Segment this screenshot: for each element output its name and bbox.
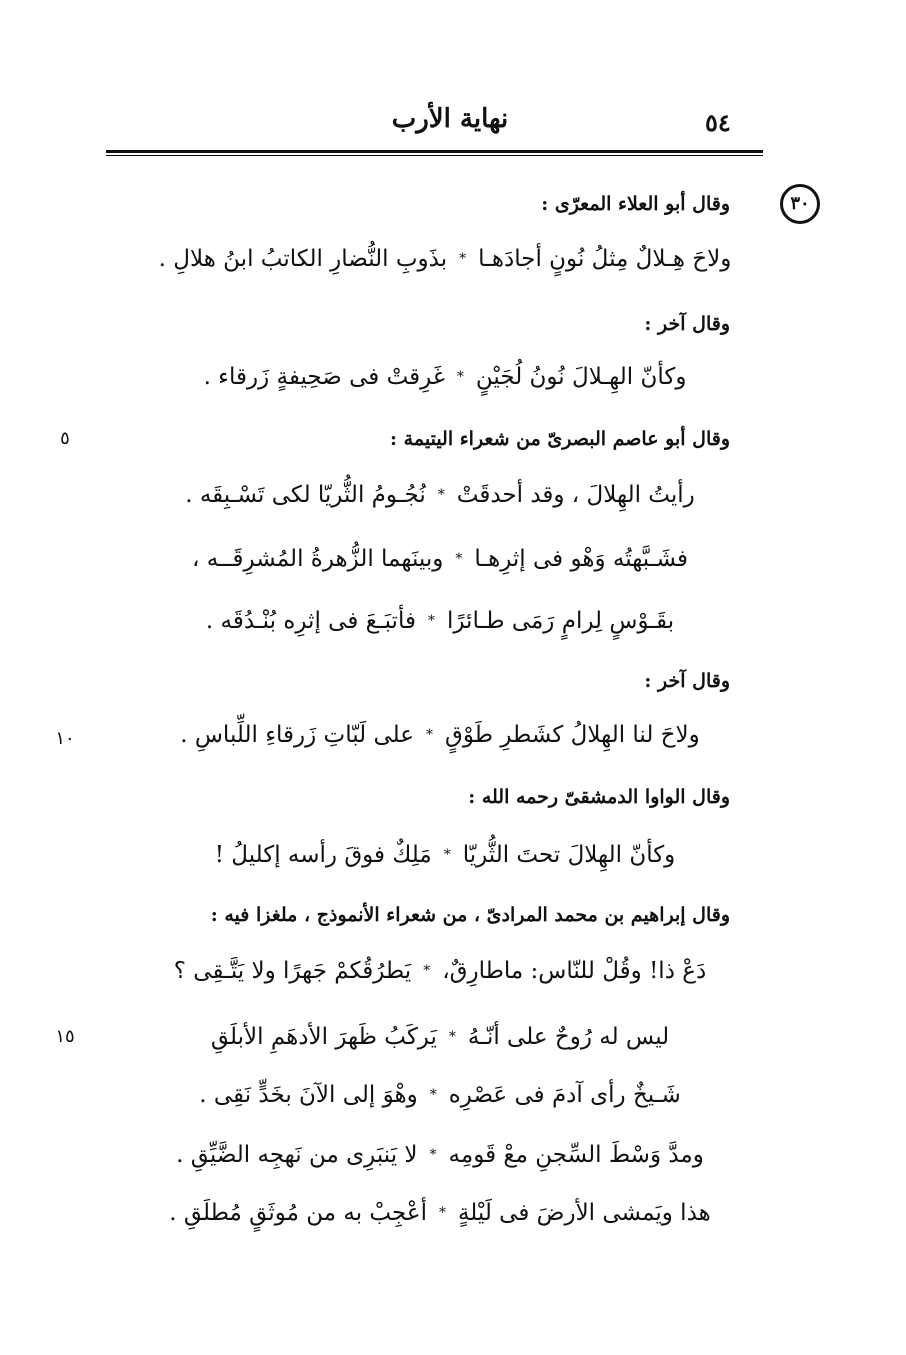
verse-line: [190, 1082, 690, 1108]
verse-hemistich-right: دَعْ ذا! وقُلْ للنّاس: ماطارِقٌ،: [442, 958, 707, 984]
verse-hemistich-right: فشَـبَّهتُه وَهْو فى إثرِهـا: [474, 546, 688, 572]
verse-separator-star: *: [456, 369, 464, 385]
running-header-title: نهاية الأرب: [391, 104, 509, 134]
poet-attribution: وقال الواوا الدمشقىّ رحمه الله :: [468, 786, 730, 808]
verse-hemistich-right: وكأنّ الهِلالَ تحتَ الثُّريّا: [462, 842, 676, 868]
poet-attribution: وقال آخر :: [644, 670, 730, 692]
verse-hemistich-right: ولاحَ لنا الهِلالُ كشَطرِ طَوْقٍ: [444, 722, 700, 748]
verse-line: [190, 608, 690, 634]
verse-line: [160, 246, 730, 272]
verse-hemistich-right: ومدَّ وَسْطَ السِّجنِ معْ قَومِه: [448, 1142, 704, 1168]
verse-hemistich-right: ليس له رُوحٌ على أنّـهُ: [467, 1024, 670, 1050]
margin-line-number: ١٥: [55, 1026, 75, 1047]
verse-separator-star: *: [429, 1087, 437, 1103]
verse-separator-star: *: [438, 1205, 446, 1221]
verse-hemistich-right: ولاحَ هِـلالٌ مِثلُ نُونٍ أجادَهـا: [478, 246, 732, 272]
verse-hemistich-left: يَطرُقُكمْ جَهرًا ولا يَتَّـقِى ؟: [173, 958, 412, 984]
verse-hemistich-left: وبينَهما الزُّهرةُ المُشرِقَــه ،: [192, 546, 444, 572]
verse-hemistich-right: بقَـوْسٍ لِرامٍ رَمَى طـائرًا: [446, 608, 675, 634]
verse-separator-star: *: [437, 487, 445, 503]
verse-hemistich-left: وهْوَ إلى الآنَ بخَدٍّ نَقِى .: [199, 1082, 418, 1108]
verse-hemistich-right: وكأنّ الهِـلالَ نُونُ لُجَيْنٍ: [475, 364, 687, 390]
margin-line-number: ٥: [60, 428, 70, 449]
verse-hemistich-right: رأيتُ الهِلالَ ، وقد أحدقَتْ: [456, 482, 695, 508]
verse-line: [180, 722, 700, 748]
verse-separator-star: *: [427, 613, 435, 629]
verse-line: [190, 546, 690, 572]
verse-line: [200, 364, 690, 390]
verse-separator-star: *: [423, 963, 431, 979]
poet-attribution: وقال أبو عاصم البصرىّ من شعراء اليتيمة :: [390, 428, 730, 450]
verse-line: [173, 958, 707, 984]
verse-hemistich-left: غَرِقتْ فى صَحِيفةٍ زَرقاء .: [203, 364, 445, 390]
verse-line: [185, 482, 695, 508]
header-rule-thin: [106, 155, 763, 156]
poet-attribution: وقال أبو العلاء المعرّى :: [541, 193, 730, 215]
page-number: ٥٤: [705, 108, 731, 137]
poet-attribution: وقال إبراهيم بن محمد المرادىّ ، من شعراء الأنموذج ، ملغزا فيه :: [210, 904, 730, 926]
verse-separator-star: *: [455, 551, 463, 567]
verse-line: [190, 1024, 690, 1050]
verse-separator-star: *: [429, 1147, 437, 1163]
verse-hemistich-left: أعْجِبْ به من مُوثَقٍ مُطلَقِ .: [169, 1200, 427, 1226]
verse-separator-star: *: [443, 847, 451, 863]
verse-hemistich-left: يَركَبُ ظَهرَ الأدهَمِ الأبلَقِ: [210, 1024, 437, 1050]
verse-hemistich-right: شَـيخٌ رأى آدمَ فى عَصْرِه: [448, 1082, 681, 1108]
verse-separator-star: *: [459, 251, 467, 267]
verse-hemistich-left: على لَبّاتِ زَرقاءِ اللِّباسِ .: [180, 722, 414, 748]
verse-separator-star: *: [448, 1029, 456, 1045]
verse-hemistich-left: مَلِكٌ فوقَ رأسه إكليلُ !: [214, 842, 432, 868]
verse-hemistich-left: فأتبَـعَ فى إثرِه بُنْـدُقَه .: [205, 608, 416, 634]
verse-hemistich-left: بذَوبِ النُّضارِ الكاتبُ ابنُ هلالِ .: [158, 246, 448, 272]
poet-attribution: وقال آخر :: [644, 313, 730, 335]
section-number-marker: ٣٠: [780, 184, 820, 224]
verse-line: [200, 842, 690, 868]
verse-hemistich-left: لا يَنبَرِى من نَهجِه الضَّيِّقِ .: [176, 1142, 418, 1168]
verse-hemistich-right: هذا ويَمشى الأرضَ فى لَيْلةٍ: [457, 1200, 711, 1226]
margin-line-number: ١٠: [55, 728, 75, 749]
verse-separator-star: *: [425, 727, 433, 743]
verse-line: [176, 1142, 704, 1168]
verse-line: [169, 1200, 711, 1226]
verse-hemistich-left: نُجُـومُ الثُّريّا لكى تَسْـبِقَه .: [185, 482, 426, 508]
header-rule: [106, 150, 763, 153]
